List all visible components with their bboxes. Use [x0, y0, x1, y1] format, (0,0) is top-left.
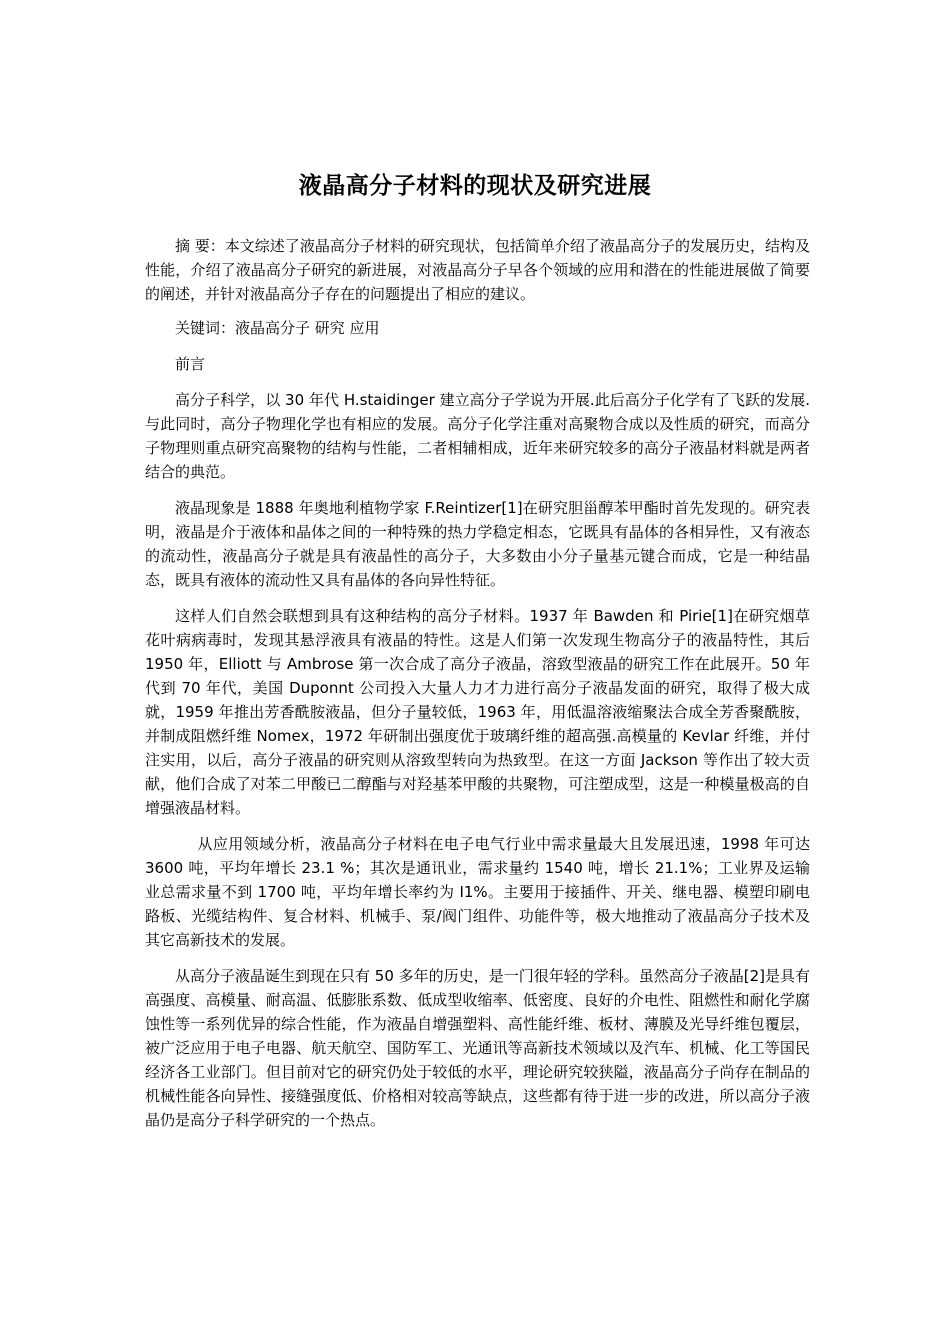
abstract-paragraph: 摘 要：本文综述了液晶高分子材料的研究现状，包括简单介绍了液晶高分子的发展历史，结构及性能，介绍了液晶高分子研究的新进展，对液晶高分子早各个领域的应用和潜在的性能进展做了简要的阐述，并针对液晶高分子存在的问题提出了相应的建议。 [145, 237, 810, 303]
document-body [145, 234, 810, 1144]
body-paragraph: 高分子科学，以 30 年代 H.staidinger 建立高分子学说为开展.此后高分子化学有了飞跃的发展.与此同时，高分子物理化学也有相应的发展。高分子化学注重对高聚物合成以及性质的研究，而高分子物理则重点研究高聚物的结构与性能，二者相辅相成，近年来研究较多的高分子液晶材料就是两者结合的典范。 [145, 391, 810, 481]
body-paragraph: 从高分子液晶诞生到现在只有 50 多年的历史，是一门很年轻的学科。虽然高分子液晶[2]是具有高强度、高模量、耐高温、低膨胀系数、低成型收缩率、低密度、良好的介电性、阻燃性和耐化学腐蚀性等一系列优异的综合性能，作为液晶自增强塑料、高性能纤维、板材、薄膜及光导纤维包覆层，被广泛应用于电子电器、航天航空、国防军工、光通讯等高新技术领域以及汽车、机械、化工等国民经济各工业部门。但目前对它的研究仍处于较低的水平，理论研究较狭隘，液晶高分子尚存在制品的机械性能各向异性、接缝强度低、价格相对较高等缺点，这些都有待于进一步的改进，所以高分子液晶仍是高分子科学研究的一个热点。 [145, 967, 810, 1129]
body-paragraph: 液晶现象是 1888 年奥地利植物学家 F.Reintizer[1]在研究胆甾醇苯甲酯时首先发现的。研究表明，液晶是介于液体和晶体之间的一种特殊的热力学稳定相态，它既具有晶体的各相异性，又有液态的流动性，液晶高分子就是具有液晶性的高分子，大多数由小分子量基元键合而成，它是一种结晶态，既具有液体的流动性又具有晶体的各向异性特征。 [145, 499, 810, 589]
document-title: 液晶高分子材料的现状及研究进展 [298, 173, 652, 199]
body-paragraph: 这样人们自然会联想到具有这种结构的高分子材料。1937 年 Bawden 和 Pirie[1]在研究烟草花叶病病毒时，发现其悬浮液具有液晶的特性。这是人们第一次发现生物高分子的液晶特性，其后 1950 年，Elliott 与 Ambrose 第一次合成了高分子液晶，溶致型液晶的研究工作在此展开。50 年代到 70 年代，美国 Duponnt 公司投入大量人力才力进行高分子液晶发面的研究，取得了极大成就，1959 年推出芳香酰胺液晶，但分子量较低，1963 年，用低温溶液缩聚法合成全芳香聚酰胺，并制成阻燃纤维 Nomex，1972 年研制出强度优于玻璃纤维的超高强.高模量的 Kevlar 纤维，并付注实用，以后，高分子液晶的研究则从溶致型转向为热致型。在这一方面 Jackson 等作出了较大贡献，他们合成了对苯二甲酸已二醇酯与对羟基苯甲酸的共聚物，可注塑成型，这是一种模量极高的自增强液晶材料。 [145, 607, 810, 817]
body-paragraph: 从应用领域分析，液晶高分子材料在电子电气行业中需求量最大且发展迅速，1998 年可达 3600 吨，平均年增长 23.1 %；其次是通讯业，需求量约 1540 吨，增长 21.1%；工业界及运输业总需求量不到 1700 吨，平均年增长率约为 I1%。主要用于接插件、开关、继电器、模塑印刷电路板、光缆结构件、复合材料、机械手、泵/阀门组件、功能件等，极大地推动了液晶高分子技术及其它高新技术的发展。 [145, 835, 810, 949]
preface-heading: 前言 [175, 355, 206, 373]
keywords-line: 关键词：液晶高分子 研究 应用 [175, 319, 380, 337]
